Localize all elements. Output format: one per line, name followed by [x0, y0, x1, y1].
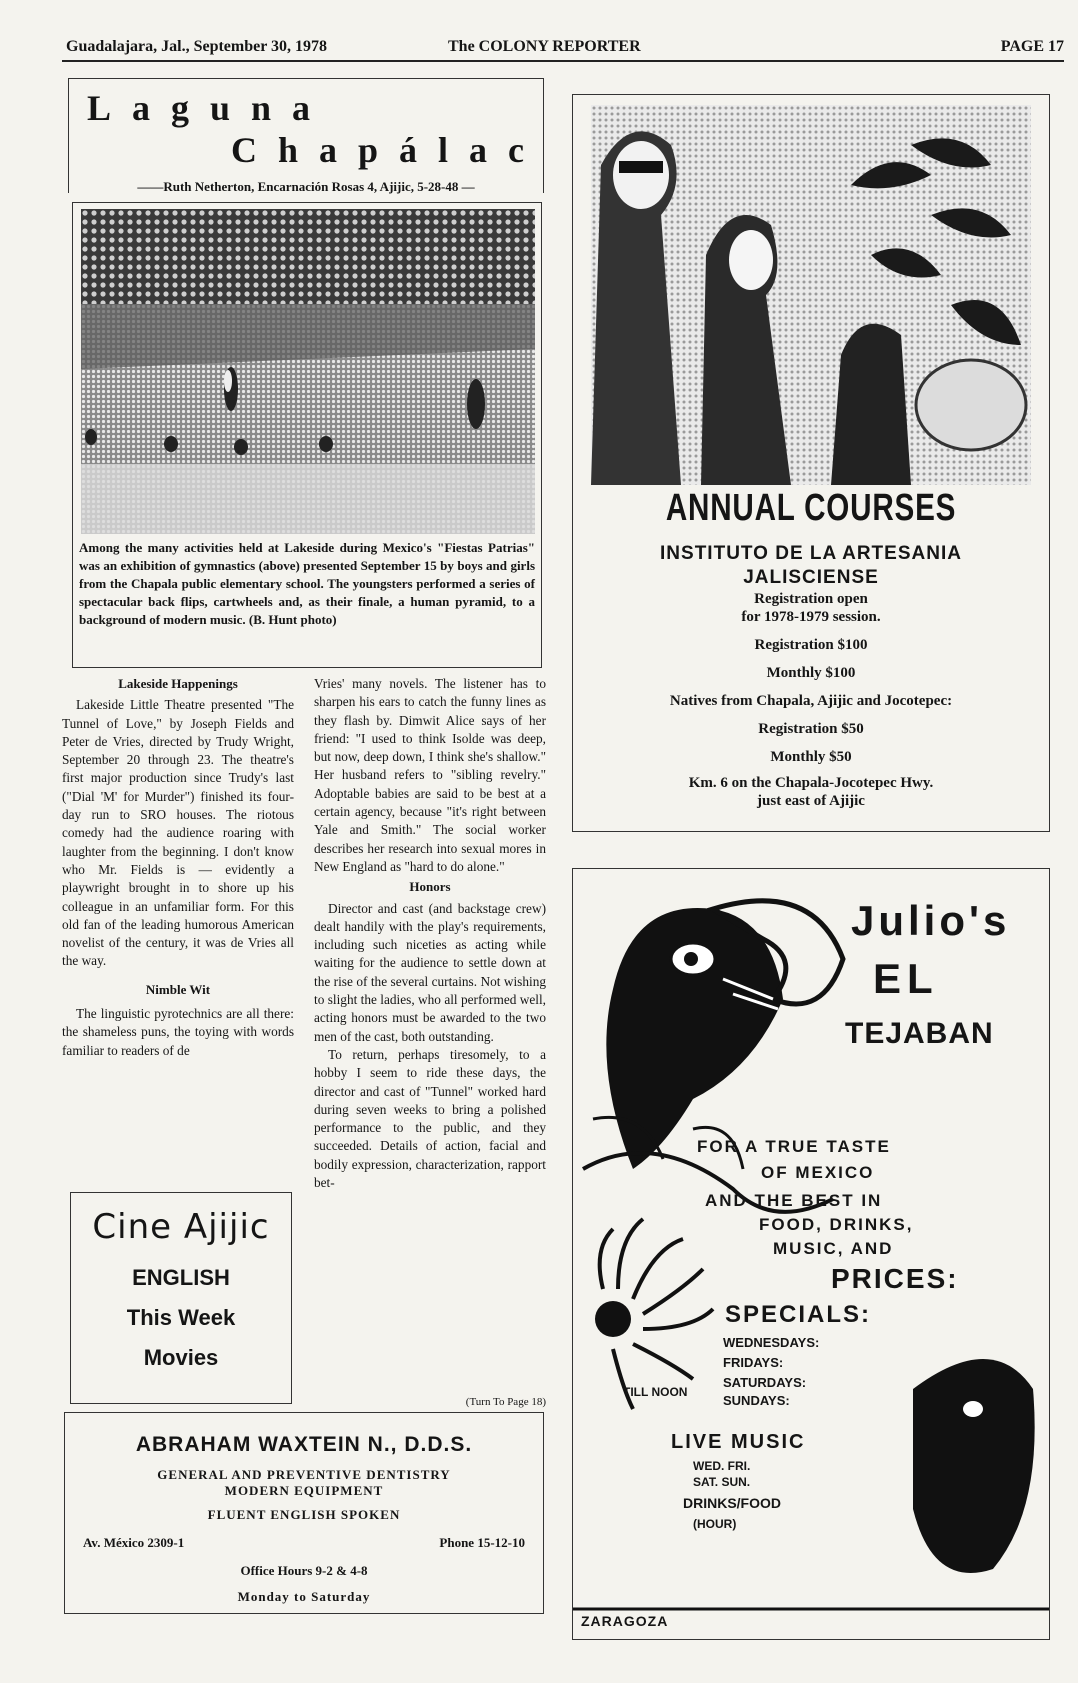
annual-courses-ad [572, 94, 1050, 832]
masthead-title-line1: Laguna [87, 88, 332, 128]
special-day: WEDNESDAYS: [723, 1335, 820, 1350]
restaurant-name: Julio's [851, 897, 1011, 944]
special-day: SATURDAYS: [723, 1375, 807, 1390]
masthead-title-line2: Chapálac [231, 130, 546, 170]
music-days: WED. FRI. [693, 1459, 751, 1473]
dentist-service: GENERAL AND PREVENTIVE DENTISTRY [157, 1467, 451, 1482]
session: for 1978-1979 session. [741, 609, 881, 625]
slogan-line: FOR A TRUE TASTE [697, 1137, 891, 1156]
gymnastics-photo-box [72, 202, 542, 668]
cine-line: Movies [143, 1345, 219, 1370]
gymnastics-photo [81, 209, 535, 534]
dentist-address: Av. México 2309-1 [83, 1535, 185, 1550]
natives-registration-fee: Registration $50 [758, 721, 864, 737]
drinks-food: DRINKS/FOOD [683, 1495, 781, 1511]
cine-title: Cine Ajijic [92, 1207, 270, 1247]
dentist-phone: Phone 15-12-10 [439, 1535, 525, 1550]
drinks-hour: (HOUR) [693, 1517, 737, 1531]
subhead-honors: Honors [409, 879, 451, 895]
article-heading: Lakeside Happenings [118, 676, 238, 691]
artesania-photo [591, 105, 1031, 485]
paper-name: The COLONY REPORTER [448, 38, 641, 55]
restaurant-name-3: TEJABAN [845, 1017, 994, 1050]
dentist-name: ABRAHAM WAXTEIN N., D.D.S. [135, 1433, 473, 1456]
article-paragraph: Director and cast (and backstage crew) dealt handily with the play's requirements, including such niceties as acting while waiting for the audience to settle down at the rise of the several curtains. Not wishing to slight the ladies, who all performed well, acting honors must be awarded to the two men of the cast, both outstanding. [314, 900, 546, 1044]
subhead-nimble-wit: Nimble Wit [145, 981, 211, 997]
natives-heading: Natives from Chapala, Ajijic and Jocotepec: [669, 693, 953, 709]
location-2: just east of Ajijic [757, 793, 865, 809]
special-day: FRIDAYS: [723, 1355, 784, 1370]
dentist-ad [64, 1412, 544, 1614]
institute-name-2: JALISCIENSE [743, 567, 879, 588]
page-header [66, 36, 1064, 62]
article-column-1 [62, 675, 294, 1060]
page-number: PAGE 17 [1000, 38, 1064, 55]
photo-caption: Among the many activities held at Lakeside during Mexico's "Fiestas Patrias" was an exhibition of gymnastics (above) presented September 15 by boys and girls from the Chapala public elementary school. The youngsters performed a series of spectacular back flips, cartwheels and, as their finale, a human pyramid, to a background of modern music. (B. Hunt photo) [79, 540, 535, 627]
article-paragraph: Lakeside Little Theatre presented "The Tunnel of Love," by Joseph Fields and Peter de Vries, directed by Trudy Wright, September 20 through 23. The theatre's first major production since Trudy's last ("Dial 'M' for Murder") finished its four-day run to SRO houses. The riotous comedy had the audience roaring with laughter from the beginning. I don't know who Mr. Fields is — evidently a playwright brought in to shore up his colleague in an unfamiliar form. For this old fan of the leading humorous American novelist of the century, it was de Vries all the way. [62, 697, 294, 969]
restaurant-name-2: EL [873, 955, 939, 1002]
jump-line: (Turn To Page 18) [465, 1396, 546, 1408]
cine-line: ENGLISH [132, 1265, 230, 1290]
article-paragraph: To return, perhaps tiresomely, to a hobby I seem to ride these days, the director and cast of "Tunnel" worked hard during seven weeks to bring a polished performance to the public, and they succeeded. Details of action, facial and bodily expression, characterization, rapport bet- [314, 1046, 546, 1191]
natives-monthly-fee: Monthly $50 [770, 749, 852, 765]
dentist-hours: Office Hours 9-2 & 4-8 [240, 1563, 368, 1578]
institute-name: INSTITUTO DE LA ARTESANIA [660, 543, 962, 564]
dentist-language: FLUENT ENGLISH SPOKEN [207, 1507, 401, 1522]
cine-line: This Week [126, 1305, 236, 1330]
column-masthead [68, 78, 544, 193]
courses-title: ANNUAL COURSES [665, 487, 957, 529]
specials-heading: SPECIALS: [725, 1301, 872, 1328]
cine-ajijic-ad [70, 1192, 292, 1404]
registration-fee: Registration $100 [754, 637, 868, 653]
article-paragraph: Vries' many novels. The listener has to sharpen his ears to catch the funny lines as they flash by. Dimwit Alice says of her friend: "I used to think Isolde was deep, but now, deep down, I think she's shallow." Her husband refers to "sibling revelry." Adoptable babies are said to be best at a certain agency, because "it's right between Yale and Smith." The social worker describes her research into sexual mores in New England as "hard to do alone." [314, 676, 546, 874]
monthly-fee: Monthly $100 [766, 665, 856, 681]
slogan-line: AND THE BEST IN [705, 1191, 883, 1210]
dentist-equipment: MODERN EQUIPMENT [224, 1483, 384, 1498]
slogan-line: MUSIC, AND [773, 1239, 894, 1258]
location: Km. 6 on the Chapala-Jocotepec Hwy. [688, 775, 934, 791]
special-day: SUNDAYS: [723, 1393, 790, 1408]
slogan-line: FOOD, DRINKS, [759, 1215, 914, 1234]
live-music: LIVE MUSIC [671, 1431, 806, 1453]
dentist-days: Monday to Saturday [237, 1589, 371, 1604]
julios-el-tejaban-ad [572, 868, 1050, 1640]
article-paragraph: The linguistic pyrotechnics are all there: the shameless puns, the toying with words familiar to readers of de [62, 1006, 294, 1058]
restaurant-address: ZARAGOZA [581, 1613, 669, 1629]
header-rule [62, 60, 1064, 62]
prices-heading: PRICES: [831, 1263, 959, 1294]
slogan-line: OF MEXICO [761, 1163, 875, 1182]
article-column-2 [314, 675, 546, 1192]
music-days-2: SAT. SUN. [693, 1475, 751, 1489]
byline: ——Ruth Netherton, Encarnación Rosas 4, Ajijic, 5-28-48 — [137, 179, 475, 194]
dateline: Guadalajara, Jal., September 30, 1978 [66, 38, 328, 55]
registration-open: Registration open [754, 591, 868, 607]
till-noon: TILL NOON [623, 1385, 688, 1399]
